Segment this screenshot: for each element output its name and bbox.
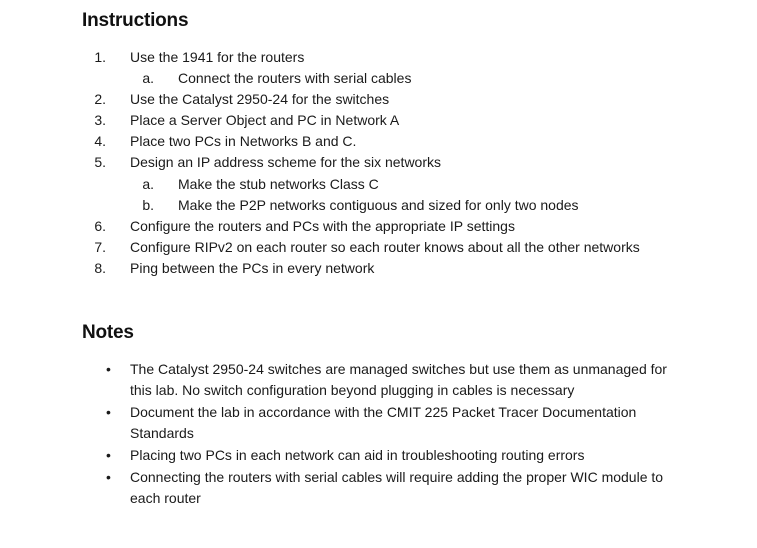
list-number: 3. xyxy=(94,112,106,128)
list-number: 6. xyxy=(94,218,106,234)
list-item-text: Ping between the PCs in every network xyxy=(130,260,375,276)
list-item-text: Place two PCs in Networks B and C. xyxy=(130,133,357,149)
notes-heading: Notes xyxy=(82,322,134,343)
list-letter: a. xyxy=(142,70,154,86)
list-letter: a. xyxy=(142,176,154,192)
list-item-text: Use the Catalyst 2950-24 for the switches xyxy=(130,91,390,107)
list-number: 1. xyxy=(94,49,106,65)
list-number: 4. xyxy=(94,133,106,149)
list-item-text: Configure RIPv2 on each router so each router knows about all the other networks xyxy=(130,239,640,255)
list-number: 7. xyxy=(94,239,106,255)
bullet-icon: • xyxy=(106,447,111,463)
note-text: The Catalyst 2950-24 switches are managed switches but use them as unmanaged for xyxy=(130,361,667,377)
note-text: Connecting the routers with serial cables will require adding the proper WIC module to xyxy=(130,469,664,485)
list-item-text: Use the 1941 for the routers xyxy=(130,49,305,65)
bullet-icon: • xyxy=(106,469,111,485)
note-text-continued: this lab. No switch configuration beyond plugging in cables is necessary xyxy=(130,382,575,398)
list-number: 5. xyxy=(94,154,106,170)
list-item-text: Design an IP address scheme for the six networks xyxy=(130,154,442,170)
note-text: Placing two PCs in each network can aid in troubleshooting routing errors xyxy=(130,447,585,463)
note-text: Document the lab in accordance with the CMIT 225 Packet Tracer Documentation xyxy=(130,404,637,420)
list-number: 2. xyxy=(94,91,106,107)
list-letter: b. xyxy=(142,197,154,213)
list-item-text: Connect the routers with serial cables xyxy=(178,70,412,86)
note-text-continued: each router xyxy=(130,490,201,506)
note-text-continued: Standards xyxy=(130,425,194,441)
instructions-heading: Instructions xyxy=(82,10,189,31)
list-item-text: Place a Server Object and PC in Network A xyxy=(130,112,400,128)
list-item-text: Make the P2P networks contiguous and sized for only two nodes xyxy=(178,197,579,213)
bullet-icon: • xyxy=(106,404,111,420)
list-item-text: Configure the routers and PCs with the appropriate IP settings xyxy=(130,218,515,234)
bullet-icon: • xyxy=(106,361,111,377)
list-item-text: Make the stub networks Class C xyxy=(178,176,379,192)
list-number: 8. xyxy=(94,260,106,276)
